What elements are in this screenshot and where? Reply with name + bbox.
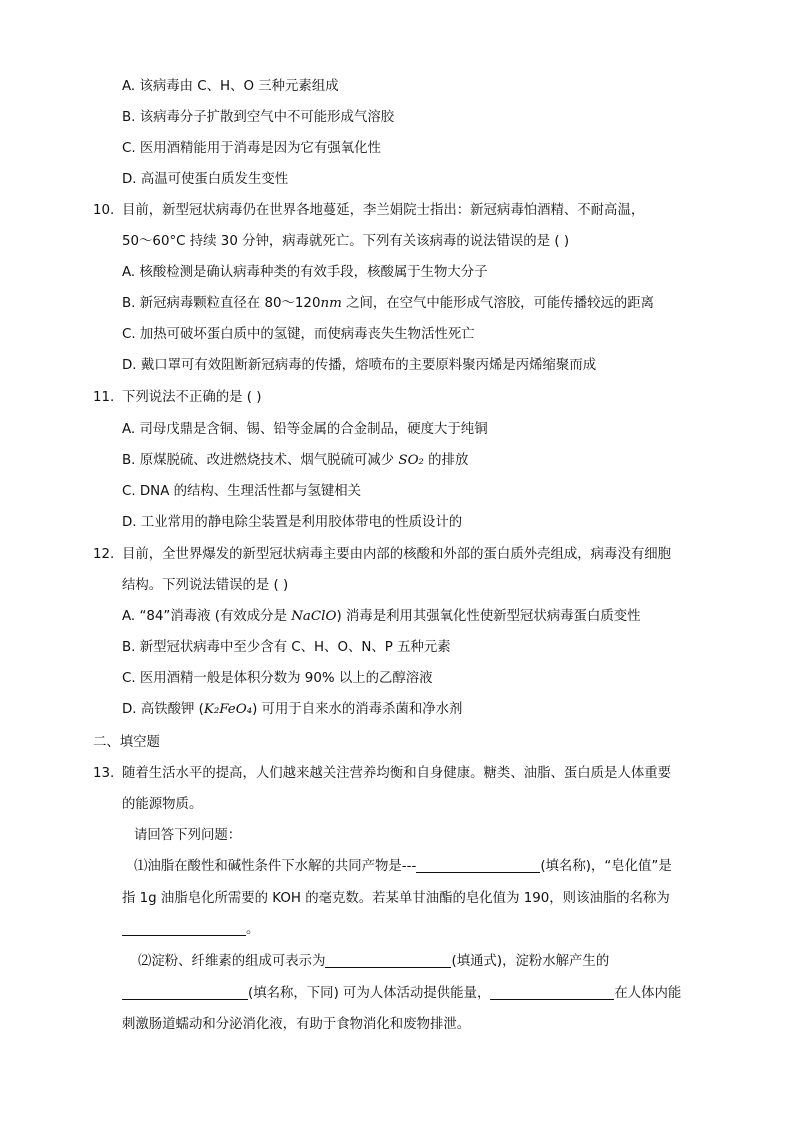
- q12-option-a: [122, 607, 641, 627]
- q9-option-b: B. 该病毒分子扩散到空气中不可能形成气溶胶: [122, 110, 395, 125]
- q11-number: 11.: [93, 390, 115, 405]
- q13-part1-line3: [122, 920, 259, 940]
- q11-option-b-text-post: 的排放: [423, 453, 469, 468]
- q10-option-c: C. 加热可破坏蛋白质中的氢键，而使病毒丧失生物活性死亡: [122, 327, 475, 342]
- q11-option-b-formula: SO₂: [398, 453, 424, 468]
- q9-option-c: C. 医用酒精能用于消毒是因为它有强氧化性: [122, 141, 381, 156]
- q12-number: 12.: [93, 547, 115, 562]
- answer-blank-1[interactable]: [416, 858, 540, 873]
- q13-part2-text-d: 在人体内能: [614, 986, 682, 1001]
- q12-option-d-text-pre: D. 高铁酸钾 (: [122, 702, 204, 717]
- q12-option-d-formula: K₂FeO₄: [203, 702, 253, 717]
- q13-prompt: 请回答下列问题：: [134, 828, 242, 843]
- q11-option-c: C. DNA 的结构、生理活性都与氢键相关: [122, 484, 362, 499]
- q10-option-b: [122, 294, 654, 314]
- q10-number: 10.: [93, 203, 115, 218]
- q12-option-a-formula: NaClO: [291, 609, 337, 624]
- q12-option-c: C. 医用酒精一般是体积分数为 90% 以上的乙醇溶液: [122, 671, 433, 686]
- q13-part1-line1: [134, 857, 672, 877]
- q11-option-d: D. 工业常用的静电除尘装置是利用胶体带电的性质设计的: [122, 515, 463, 530]
- q12-option-d-text-post: ) 可用于自来水的消毒杀菌和净水剂: [252, 702, 463, 717]
- q12-stem-line2: 结构。下列说法错误的是 ( ): [122, 578, 289, 593]
- q13-part2-line3: 刺激肠道蠕动和分泌消化液，有助于食物消化和废物排泄。: [122, 1017, 471, 1032]
- q10-option-b-text-pre: B. 新冠病毒颗粒直径在 80～120: [122, 296, 321, 311]
- q10-option-d: D. 戴口罩可有效阻断新冠病毒的传播，熔喷布的主要原料聚丙烯是丙烯缩聚而成: [122, 358, 597, 373]
- q10-stem-line1: 目前，新型冠状病毒仍在世界各地蔓延，李兰娟院士指出：新冠病毒怕酒精、不耐高温，: [122, 203, 645, 218]
- answer-blank-4[interactable]: [122, 985, 248, 1000]
- q13-part1-line2: 指 1g 油脂皂化所需要的 KOH 的毫克数。若某单甘油酯的皂化值为 190，则该油脂的名称为: [122, 891, 670, 906]
- section-title-fill-in: 二、填空题: [93, 735, 160, 750]
- q10-option-b-text-post: 之间，在空气中能形成气溶胶，可能传播较远的距离: [341, 296, 655, 311]
- q13-stem-line1: 随着生活水平的提高，人们越来越关注营养均衡和自身健康。糖类、油脂、蛋白质是人体重要: [122, 766, 672, 781]
- q11-option-b: [122, 451, 468, 471]
- q13-stem-line2: 的能源物质。: [122, 797, 203, 812]
- q12-stem-line1: 目前，全世界爆发的新型冠状病毒主要由内部的核酸和外部的蛋白质外壳组成，病毒没有细胞: [122, 547, 672, 562]
- q13-part1-end: 。: [246, 922, 260, 937]
- q12-option-b: B. 新型冠状病毒中至少含有 C、H、O、N、P 五种元素: [122, 640, 451, 655]
- q13-part1-text-a: ⑴油脂在酸性和碱性条件下水解的共同产物是---: [134, 859, 417, 874]
- q10-stem-line2: 50～60°C 持续 30 分钟，病毒就死亡。下列有关该病毒的说法错误的是 ( ): [122, 234, 570, 249]
- q13-part2-text-a: ⑵淀粉、纤维素的组成可表示为: [138, 954, 326, 969]
- q13-number: 13.: [93, 766, 115, 781]
- q13-part2-line1: [138, 952, 609, 972]
- q9-option-d: D. 高温可使蛋白质发生变性: [122, 172, 289, 187]
- q10-option-b-unit: nm: [320, 296, 342, 311]
- q11-stem: 下列说法不正确的是 ( ): [122, 390, 262, 405]
- q13-part2-text-c: (填名称，下同) 可为人体活动提供能量，: [248, 986, 491, 1001]
- q10-option-a: A. 核酸检测是确认病毒种类的有效手段，核酸属于生物大分子: [122, 265, 488, 280]
- q12-option-a-text-pre: A. “84”消毒液 (有效成分是: [122, 609, 292, 624]
- q11-option-b-text-pre: B. 原煤脱硫、改进燃烧技术、烟气脱硫可减少: [122, 453, 399, 468]
- q9-option-a: A. 该病毒由 C、H、O 三种元素组成: [122, 79, 339, 94]
- q13-part1-text-b: (填名称)，“皂化值”是: [540, 859, 672, 874]
- q12-option-d: [122, 700, 462, 720]
- q11-option-a: A. 司母戊鼎是含铜、锡、铅等金属的合金制品，硬度大于纯铜: [122, 422, 488, 437]
- q13-part2-line2: [122, 984, 681, 1004]
- answer-blank-5[interactable]: [490, 985, 614, 1000]
- q12-option-a-text-post: ) 消毒是利用其强氧化性使新型冠状病毒蛋白质变性: [336, 609, 641, 624]
- answer-blank-3[interactable]: [325, 953, 451, 968]
- answer-blank-2[interactable]: [122, 921, 246, 936]
- q13-part2-text-b: (填通式)，淀粉水解产生的: [451, 954, 610, 969]
